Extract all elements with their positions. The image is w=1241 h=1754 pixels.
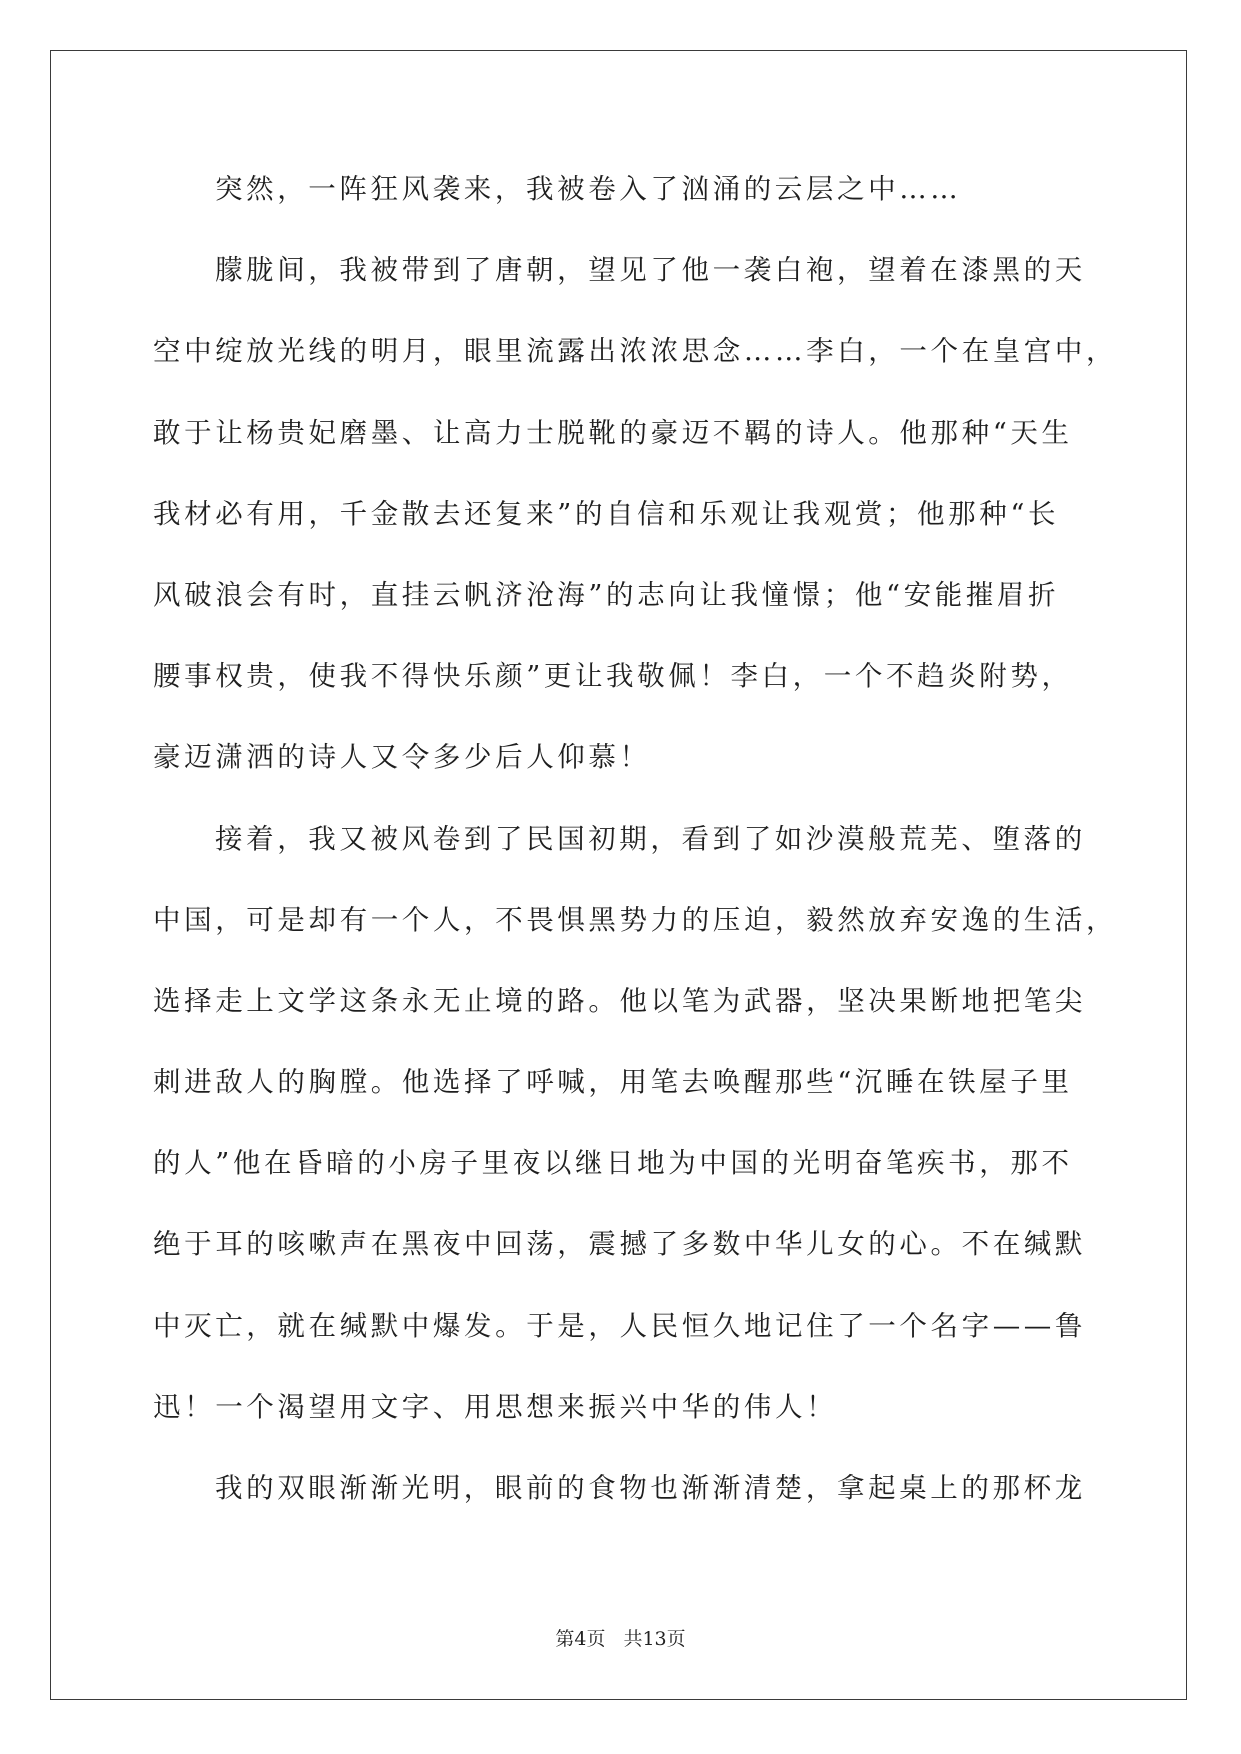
text-line: 绝于耳的咳嗽声在黑夜中回荡，震撼了多数中华儿女的心。不在缄默 — [153, 1228, 1086, 1261]
paragraph — [153, 799, 1153, 1449]
text-line: 敢于让杨贵妃磨墨、让高力士脱靴的豪迈不羁的诗人。他那种“天生 — [153, 416, 1073, 449]
text-line: 选择走上文学这条永无止境的路。他以笔为武器，坚决果断地把笔尖 — [153, 984, 1086, 1017]
text-line: 迅！一个渴望用文字、用思想来振兴中华的伟人！ — [153, 1390, 838, 1423]
text-line: 的人”他在昏暗的小房子里夜以继日地为中国的光明奋笔疾书，那不 — [153, 1147, 1073, 1180]
paragraph — [153, 149, 1153, 230]
paragraph — [153, 1448, 1153, 1529]
page-number: 第4页 — [555, 1628, 606, 1650]
text-line: 我材必有用，千金散去还复来”的自信和乐观让我观赏；他那种“长 — [153, 497, 1060, 530]
page-footer — [0, 1627, 1241, 1651]
page-total: 共13页 — [623, 1628, 686, 1650]
text-line: 风破浪会有时，直挂云帆济沧海”的志向让我憧憬；他“安能摧眉折 — [153, 578, 1060, 611]
text-line: 我的双眼渐渐光明，眼前的食物也渐渐清楚，拿起桌上的那杯龙 — [215, 1472, 1086, 1504]
text-line: 空中绽放光线的明月，眼里流露出浓浓思念……李白，一个在皇宫中， — [153, 335, 1118, 368]
text-line: 腰事权贵，使我不得快乐颜”更让我敬佩！李白，一个不趋炎附势， — [153, 660, 1073, 693]
text-line: 接着，我又被风卷到了民国初期，看到了如沙漠般荒芜、堕落的 — [215, 822, 1086, 855]
text-line: 突然，一阵狂风袭来，我被卷入了汹涌的云层之中…… — [215, 173, 962, 205]
article-body — [153, 149, 1153, 1529]
text-line: 豪迈潇洒的诗人又令多少后人仰慕！ — [153, 741, 651, 774]
text-line: 中国，可是却有一个人，不畏惧黑势力的压迫，毅然放弃安逸的生活， — [153, 903, 1118, 936]
text-line: 朦胧间，我被带到了唐朝，望见了他一袭白袍，望着在漆黑的天 — [215, 254, 1086, 287]
text-line: 中灭亡，就在缄默中爆发。于是，人民恒久地记住了一个名字——鲁 — [153, 1309, 1086, 1342]
text-line: 刺进敌人的胸膛。他选择了呼喊，用笔去唤醒那些“沉睡在铁屋子里 — [153, 1066, 1073, 1099]
paragraph — [153, 230, 1153, 798]
